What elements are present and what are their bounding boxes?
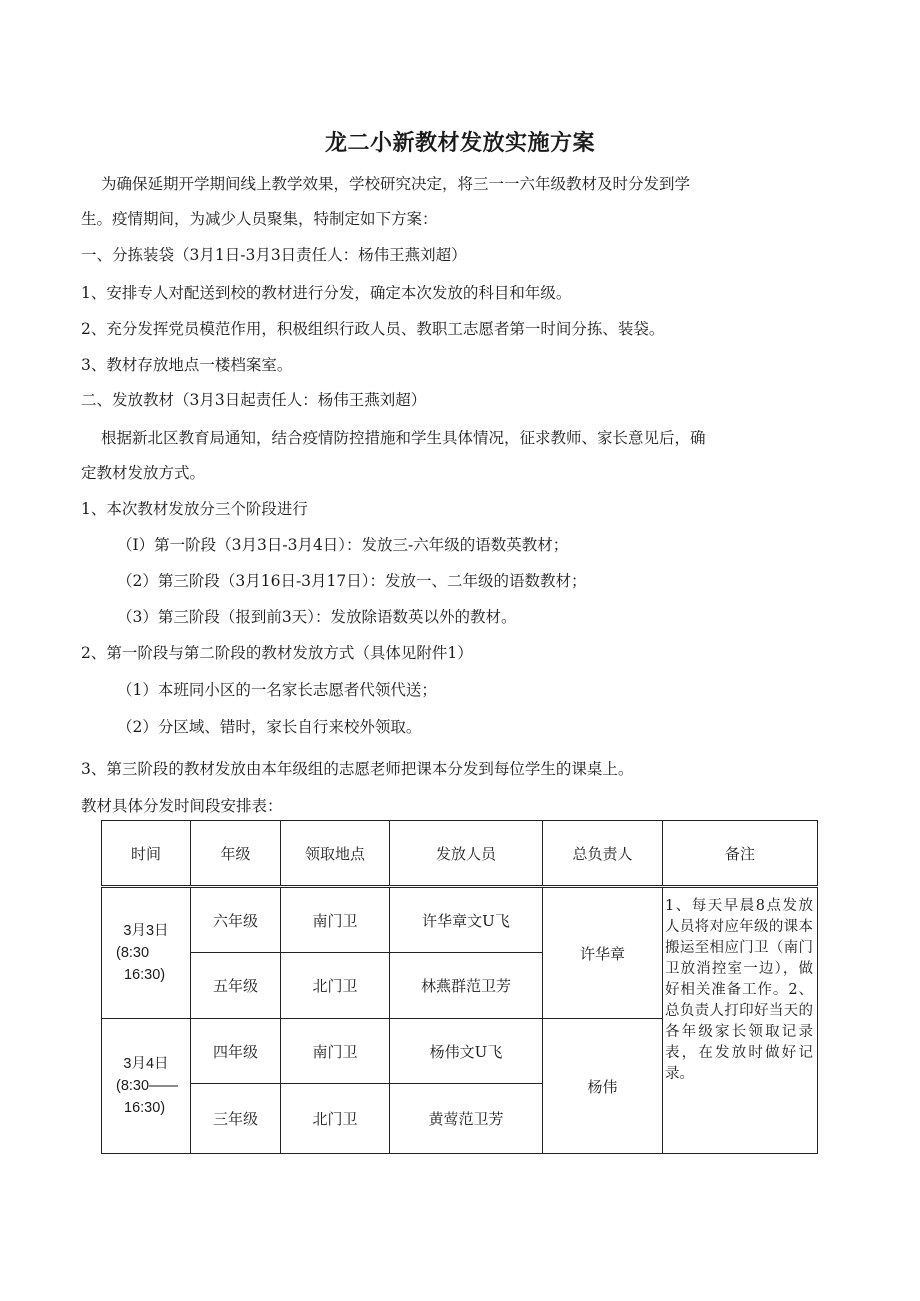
- item-2-sub: （2）分区域、错时，家长自行来校外领取。: [117, 718, 422, 736]
- intro-line-1: 为确保延期开学期间线上教学效果，学校研究决定，将三一一六年级教材及时分发到学: [101, 175, 691, 193]
- time-end: 16:30): [124, 1100, 166, 1116]
- section-1-item: 1、安排专人对配送到校的教材进行分发，确定本次发放的科目和年级。: [81, 284, 572, 302]
- place-cell: 南门卫: [281, 1019, 390, 1084]
- leader-cell: 许华章: [543, 887, 663, 1019]
- grade-cell: 五年级: [191, 953, 281, 1019]
- section-2-para-line-2: 定教材发放方式。: [81, 464, 206, 482]
- grade-cell: 三年级: [191, 1084, 281, 1154]
- header-time: 时间: [102, 821, 191, 887]
- section-2-para-line-1: 根据新北区教育局通知，结合疫情防控措施和学生具体情况，征求教师、家长意见后，确: [101, 429, 706, 447]
- header-leader: 总负责人: [543, 821, 663, 887]
- leader-cell: 杨伟: [543, 1019, 663, 1154]
- intro-line-2: 生。疫情期间，为减少人员聚集，特制定如下方案：: [81, 210, 438, 228]
- time-end: 16:30): [124, 967, 166, 983]
- date-text: 3月4日: [123, 1056, 169, 1072]
- item-1-sub: （2）第三阶段（3月16日-3月17日）：发放一、二年级的语数教材；: [117, 572, 587, 590]
- table-caption: 教材具体分发时间段安排表：: [81, 797, 283, 815]
- header-place: 领取地点: [281, 821, 390, 887]
- time-start: (8:30: [116, 945, 150, 961]
- place-cell: 北门卫: [281, 1084, 390, 1154]
- grade-cell: 六年级: [191, 887, 281, 953]
- header-staff: 发放人员: [390, 821, 543, 887]
- staff-cell: 许华章文U飞: [390, 887, 543, 953]
- table-row: [102, 887, 818, 953]
- item-1: 1、本次教材发放分三个阶段进行: [81, 500, 308, 518]
- item-1-sub: （I）第一阶段（3月3日-3月4日）：发放三-六年级的语数英教材；: [117, 536, 569, 554]
- item-2-sub: （1）本班同小区的一名家长志愿者代领代送；: [117, 681, 437, 699]
- date-text: 3月3日: [123, 923, 169, 939]
- document-title: 龙二小新教材发放实施方案: [324, 131, 595, 156]
- section-2-heading: 二、发放教材（3月3日起责任人：杨伟王燕刘超）: [81, 391, 427, 409]
- place-cell: 北门卫: [281, 953, 390, 1019]
- section-1-item: 2、充分发挥党员模范作用，积极组织行政人员、教职工志愿者第一时间分拣、装袋。: [81, 320, 665, 338]
- note-cell: 1、每天早晨8点发放人员将对应年级的课本搬运至相应门卫（南门卫放消控室一边），做好相关准备工作。2、总负责人打印好当天的各年级家长领取记录表，在发放时做好记录。: [663, 887, 818, 1154]
- header-grade: 年级: [191, 821, 281, 887]
- grade-cell: 四年级: [191, 1019, 281, 1084]
- header-note: 备注: [663, 821, 818, 887]
- section-1-item: 3、教材存放地点一楼档案室。: [81, 356, 293, 374]
- staff-cell: 杨伟文U飞: [390, 1019, 543, 1084]
- staff-cell: 黄莺范卫芳: [390, 1084, 543, 1154]
- item-2: 2、第一阶段与第二阶段的教材发放方式（具体见附件1）: [81, 644, 473, 662]
- staff-cell: 林燕群范卫芳: [390, 953, 543, 1019]
- date-cell: [102, 1019, 191, 1154]
- time-start: (8:30——: [116, 1078, 179, 1094]
- place-cell: 南门卫: [281, 887, 390, 953]
- table-header-row: [102, 821, 818, 887]
- item-1-sub: （3）第三阶段（报到前3天）：发放除语数英以外的教材。: [117, 608, 517, 626]
- section-1-heading: 一、分拣装袋（3月1日-3月3日责任人：杨伟王燕刘超）: [81, 246, 467, 264]
- item-3: 3、第三阶段的教材发放由本年级组的志愿老师把课本分发到每位学生的课桌上。: [81, 760, 634, 778]
- schedule-table: [101, 820, 818, 1154]
- date-cell: [102, 887, 191, 1019]
